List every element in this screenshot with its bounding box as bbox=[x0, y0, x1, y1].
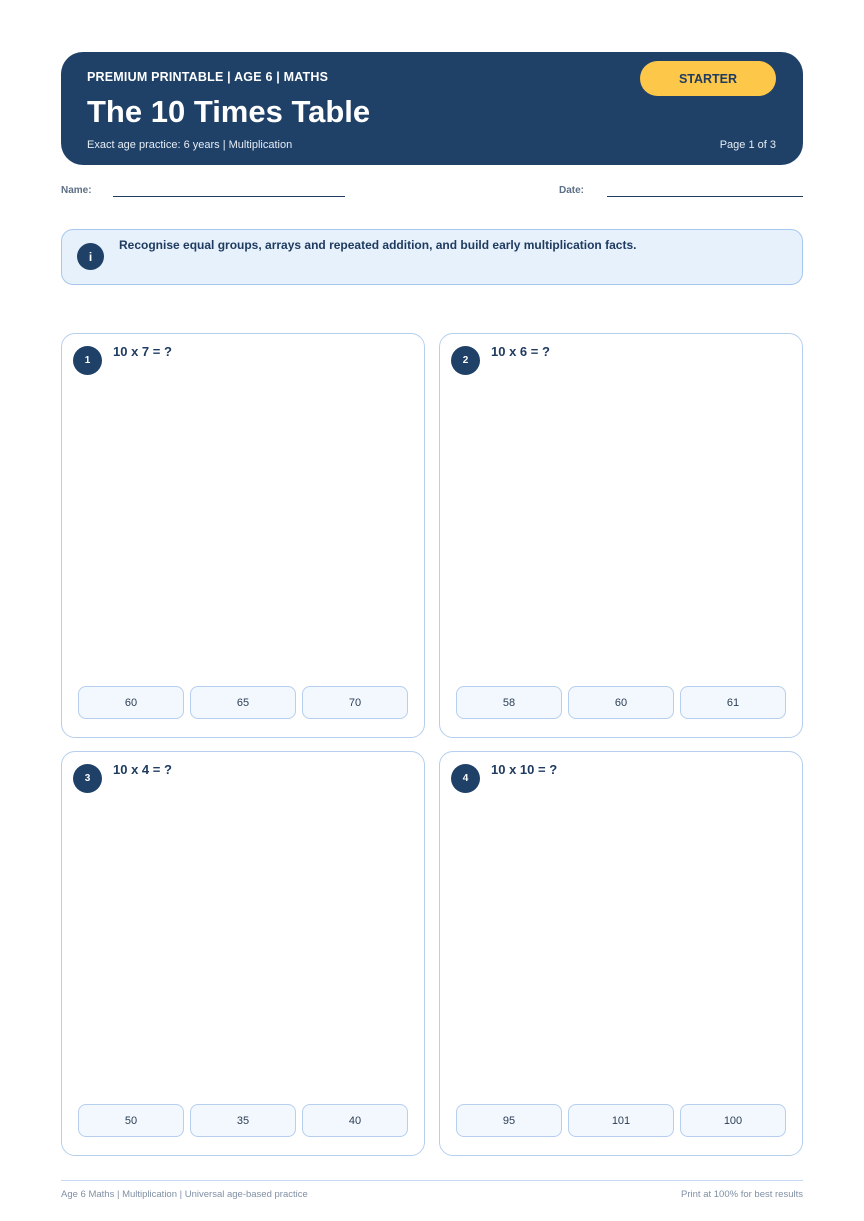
instructions-text: Recognise equal groups, arrays and repeated addition, and build early multiplication facts. bbox=[119, 238, 637, 252]
date-label: Date: bbox=[559, 185, 585, 196]
answer-option[interactable]: 101 bbox=[568, 1104, 674, 1137]
name-label: Name: bbox=[61, 185, 92, 196]
question-prompt: 10 x 6 = ? bbox=[491, 344, 550, 359]
header-subtitle: Exact age practice: 6 years | Multiplication bbox=[87, 139, 293, 151]
worksheet-header bbox=[61, 52, 803, 165]
info-icon: i bbox=[77, 243, 104, 270]
answer-option[interactable]: 61 bbox=[680, 686, 786, 719]
answer-option[interactable]: 35 bbox=[190, 1104, 296, 1137]
level-badge: STARTER bbox=[640, 61, 776, 96]
footer-print-note: Print at 100% for best results bbox=[681, 1189, 803, 1200]
question-card-3 bbox=[61, 751, 425, 1156]
question-number: 4 bbox=[451, 764, 480, 793]
answer-option[interactable]: 60 bbox=[78, 686, 184, 719]
question-prompt: 10 x 7 = ? bbox=[113, 344, 172, 359]
page-indicator: Page 1 of 3 bbox=[719, 139, 776, 151]
footer-description: Age 6 Maths | Multiplication | Universal age-based practice bbox=[61, 1189, 308, 1200]
date-field[interactable] bbox=[607, 196, 803, 197]
question-prompt: 10 x 4 = ? bbox=[113, 762, 172, 777]
answer-option[interactable]: 40 bbox=[302, 1104, 408, 1137]
answer-option[interactable]: 60 bbox=[568, 686, 674, 719]
answer-option[interactable]: 70 bbox=[302, 686, 408, 719]
question-number: 2 bbox=[451, 346, 480, 375]
name-field[interactable] bbox=[113, 196, 345, 197]
answer-option[interactable]: 95 bbox=[456, 1104, 562, 1137]
answer-option[interactable]: 58 bbox=[456, 686, 562, 719]
question-card-2 bbox=[439, 333, 803, 738]
instructions-box bbox=[61, 229, 803, 285]
question-number: 3 bbox=[73, 764, 102, 793]
question-card-4 bbox=[439, 751, 803, 1156]
header-eyebrow: PREMIUM PRINTABLE | AGE 6 | MATHS bbox=[87, 70, 329, 84]
question-card-1 bbox=[61, 333, 425, 738]
question-number: 1 bbox=[73, 346, 102, 375]
page-title: The 10 Times Table bbox=[87, 94, 371, 129]
footer-divider bbox=[61, 1180, 803, 1181]
answer-option[interactable]: 65 bbox=[190, 686, 296, 719]
answer-option[interactable]: 100 bbox=[680, 1104, 786, 1137]
question-prompt: 10 x 10 = ? bbox=[491, 762, 558, 777]
answer-option[interactable]: 50 bbox=[78, 1104, 184, 1137]
